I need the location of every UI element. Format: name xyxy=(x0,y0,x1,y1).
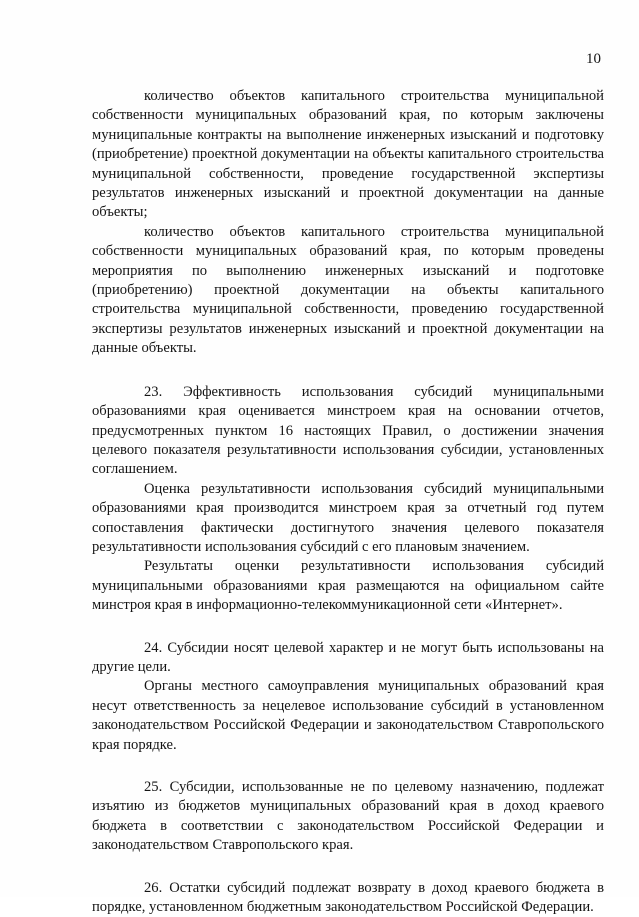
paragraph-section-26: 26. Остатки субсидий подлежат возврату в доход краевого бюджета в порядке, установленном бюджетным законодательством Российской Федерации. xyxy=(92,879,604,916)
paragraph-section-24: 24. Субсидии носят целевой характер и не могут быть использованы на другие цели. xyxy=(92,639,604,675)
section-spacer xyxy=(92,616,604,639)
document-body xyxy=(92,87,604,917)
page-number: 10 xyxy=(586,51,601,67)
paragraph-responsibility: Органы местного самоуправления муниципальных образований края несут ответственность за нецелевое использование субсидий в установленном законодательством Российской Федерации и законодательством Ставропольского края порядке. xyxy=(92,678,604,753)
paragraph-indicator-completed: количество объектов капитального строительства муниципальной собственности муниципальных образований края, по которым проведены мероприятия по выполнению инженерных изысканий и подготовке (приобретению) проектной документации на объекты капитального строительства муниципальной собственности, проведению государственной экспертизы результатов инженерных изысканий и проектной документации на данные объекты. xyxy=(92,223,604,357)
section-spacer xyxy=(92,755,604,778)
paragraph-section-25: 25. Субсидии, использованные не по целевому назначению, подлежат изъятию из бюджетов муниципальных образований края в доход краевого бюджета в соответствии с законодательством Российской Федерации и законодательством Ставропольского края. xyxy=(92,779,604,854)
paragraph-results-publication: Результаты оценки результативности использования субсидий муниципальными образованиями края размещаются на официальном сайте минстроя края в информационно-телекоммуникационной сети «Интернет». xyxy=(92,558,604,614)
section-spacer xyxy=(92,856,604,879)
section-spacer xyxy=(92,359,604,383)
paragraph-section-23: 23. Эффективность использования субсидий муниципальными образованиями края оценивается минстроем края на основании отчетов, предусмотренных пунктом 16 настоящих Правил, о достижении значения целевого показателя результативности использования субсидии, установленных соглашением. xyxy=(92,383,604,478)
paragraph-evaluation: Оценка результативности использования субсидий муниципальными образованиями края производится минстроем края за отчетный год путем сопоставления фактически достигнутого значения целевого показателя результативности использования субсидий с его плановым значением. xyxy=(92,480,604,555)
paragraph-indicator-contracts: количество объектов капитального строительства муниципальной собственности муниципальных образований края, по которым заключены муниципальные контракты на выполнение инженерных изысканий и подготовку (приобретение) проектной документации на объекты капитального строительства муниципальной собственности, проведение государственной экспертизы результатов инженерных изысканий и проектной документации на данные объекты; xyxy=(92,88,604,221)
